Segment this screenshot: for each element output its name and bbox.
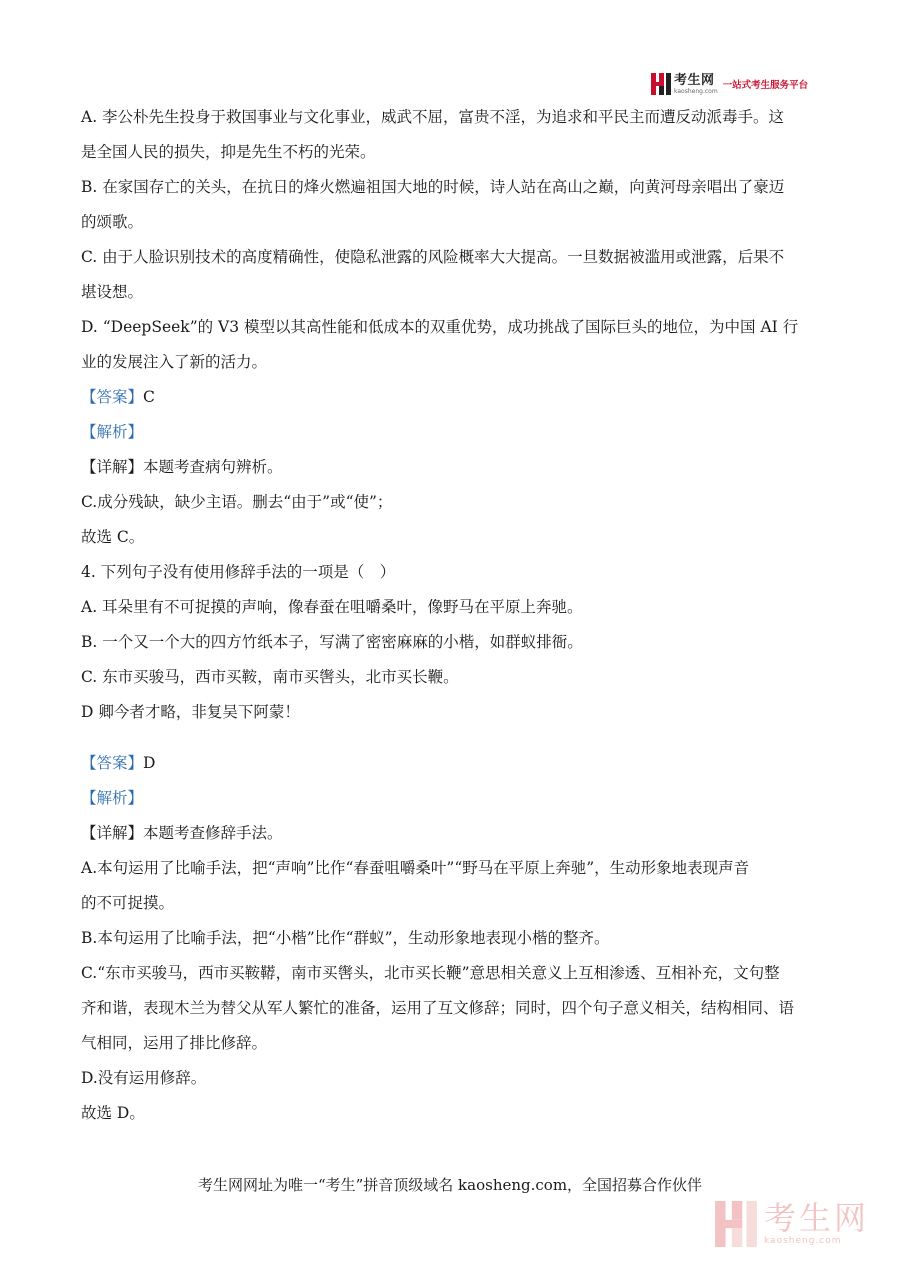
text-line (81, 997, 821, 1019)
line-text: 故选 C。 (81, 528, 145, 546)
text-line (81, 1032, 821, 1054)
watermark-text: 考生网 (764, 1199, 870, 1237)
line-text: 齐和谐，表现木兰为替父从军人繁忙的准备，运用了互文修辞；同时，四个句子意义相关，结构相同、语 (81, 999, 795, 1017)
text-line (81, 596, 821, 618)
section-tag: 【答案】 (81, 388, 144, 406)
line-text: 气相同，运用了排比修辞。 (81, 1034, 268, 1052)
text-line (81, 752, 821, 774)
text-line (81, 561, 821, 583)
text-line (81, 631, 821, 653)
text-line (81, 106, 821, 128)
line-text: C.成分残缺，缺少主语。删去“由于”或“使”； (81, 493, 393, 511)
line-text: D 卿今者才略，非复吴下阿蒙！ (81, 703, 300, 721)
section-tag: 【解析】 (81, 423, 144, 441)
line-text: 【详解】本题考查修辞手法。 (81, 824, 283, 842)
line-text: C.“东市买骏马，西市买鞍鞯，南市买辔头，北市买长鞭”意思相关意义上互相渗透、互相补充，文句整 (81, 964, 780, 982)
line-text: 【详解】本题考查病句辨析。 (81, 458, 283, 476)
text-line (81, 666, 821, 688)
text-line (81, 316, 821, 338)
line-text: 4. 下列句子没有使用修辞手法的一项是（ ） (81, 563, 396, 581)
line-text: 的不可捉摸。 (81, 894, 175, 912)
line-text: 的颂歌。 (81, 213, 144, 231)
text-line (81, 892, 821, 914)
text-line (81, 246, 821, 268)
header-logo-domain: kaosheng.com (674, 87, 718, 95)
line-text: D.没有运用修辞。 (81, 1069, 207, 1087)
line-text: B.本句运用了比喻手法，把“小楷”比作“群蚁”，生动形象地表现小楷的整齐。 (81, 929, 610, 947)
line-text: C (143, 388, 155, 406)
header-logo-text: 考生网 (674, 72, 715, 88)
text-line (81, 787, 821, 809)
line-text: 故选 D。 (81, 1104, 145, 1122)
header-slogan: 一站式考生服务平台 (722, 80, 809, 91)
watermark (714, 1201, 869, 1247)
line-text: A. 耳朵里有不可捉摸的声响，像春蚕在咀嚼桑叶，像野马在平原上奔驰。 (81, 598, 583, 616)
text-line (81, 386, 821, 408)
text-line (81, 421, 821, 443)
header-logo (651, 71, 808, 97)
line-text: D (143, 754, 156, 772)
text-line (81, 176, 821, 198)
line-text: 业的发展注入了新的活力。 (81, 353, 268, 371)
text-line (81, 526, 821, 548)
kaosheng-logo-icon (651, 73, 671, 95)
text-line (81, 351, 821, 373)
line-text: 堪设想。 (81, 283, 144, 301)
text-line (81, 281, 821, 303)
line-text: A.本句运用了比喻手法，把“声响”比作“春蚕咀嚼桑叶”“野马在平原上奔驰”，生动形象地表现声音 (81, 859, 750, 877)
section-tag: 【答案】 (81, 754, 144, 772)
line-text: D. “DeepSeek”的 V3 模型以其高性能和低成本的双重优势，成功挑战了国际巨头的地位，为中国 AI 行 (81, 318, 799, 336)
text-line (81, 857, 821, 879)
text-line (81, 927, 821, 949)
line-text: B. 一个又一个大的四方竹纸本子，写满了密密麻麻的小楷，如群蚁排衙。 (81, 633, 583, 651)
text-line (81, 962, 821, 984)
text-line (81, 211, 821, 233)
text-line (81, 491, 821, 513)
watermark-domain: kaosheng.com (764, 1236, 842, 1246)
text-line (81, 701, 821, 723)
line-text: 是全国人民的损失，抑是先生不朽的光荣。 (81, 143, 376, 161)
line-text: C. 东市买骏马，西市买鞍，南市买辔头，北市买长鞭。 (81, 668, 459, 686)
footer-text: 考生网网址为唯一“考生”拼音顶级域名 kaosheng.com，全国招募合作伙伴 (197, 1176, 703, 1194)
text-line (81, 1067, 821, 1089)
section-tag: 【解析】 (81, 789, 144, 807)
text-line (81, 822, 821, 844)
line-text: A. 李公朴先生投身于救国事业与文化事业，威武不屈，富贵不淫，为追求和平民主而遭反动派毒手。这 (81, 108, 785, 126)
watermark-logo-icon (714, 1201, 758, 1247)
text-line (81, 141, 821, 163)
text-line (81, 1102, 821, 1124)
line-text: B. 在家国存亡的关头，在抗日的烽火燃遍祖国大地的时候，诗人站在高山之巅，向黄河母亲唱出了豪迈 (81, 178, 785, 196)
line-text: C. 由于人脸识别技术的高度精确性，使隐私泄露的风险概率大大提高。一旦数据被滥用或泄露，后果不 (81, 248, 785, 266)
text-line (81, 456, 821, 478)
